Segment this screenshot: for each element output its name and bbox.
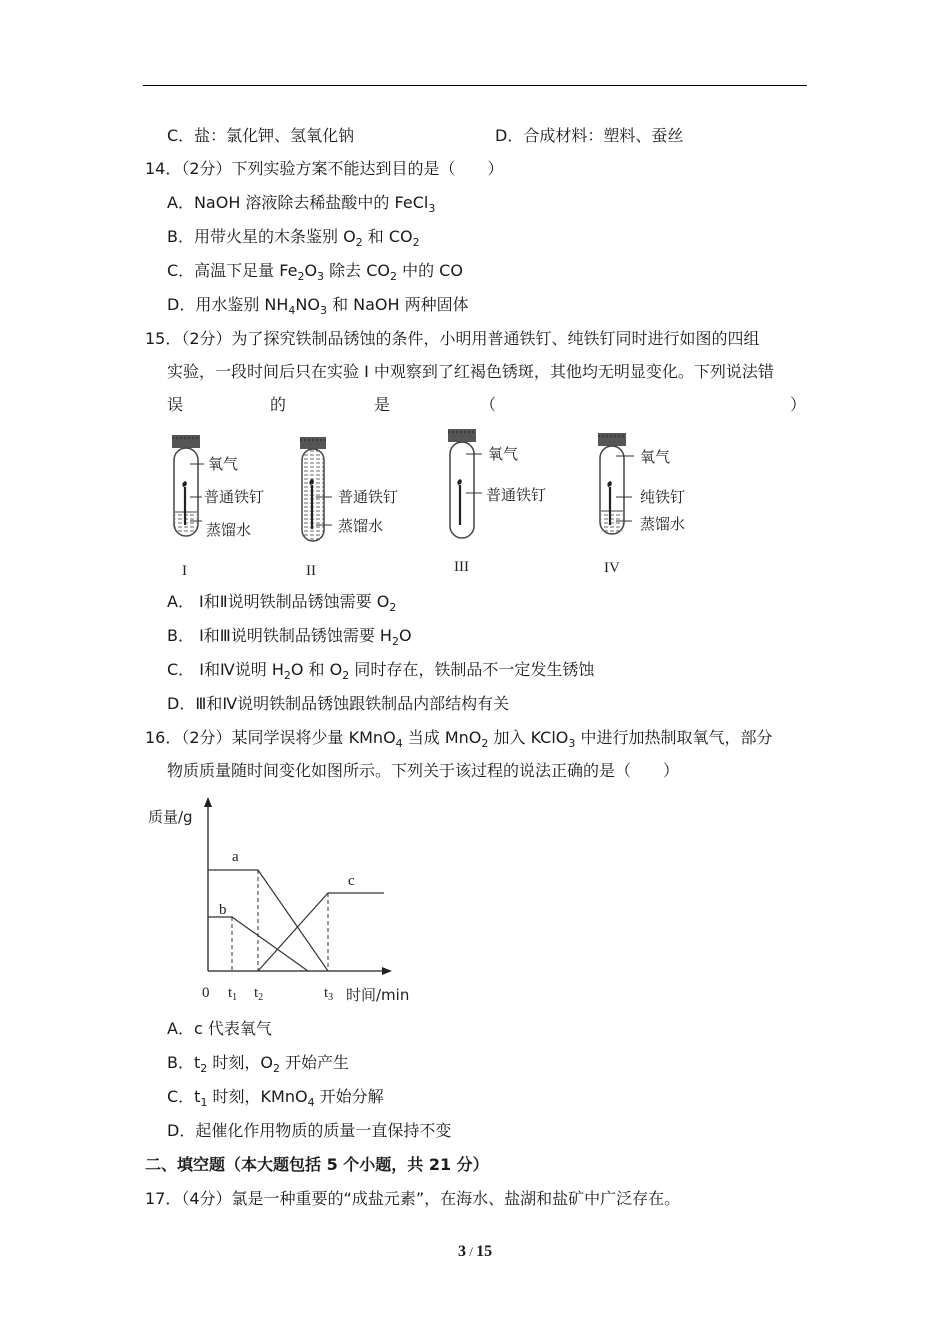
stopper-icon <box>300 437 326 449</box>
q16-mass-time-chart <box>140 795 430 1010</box>
x-axis-arrow-icon <box>382 967 392 975</box>
tube-1 <box>172 435 264 579</box>
chart-xlabel: 时间/min <box>346 986 410 1004</box>
tube-1-label-oxygen: 氧气 <box>208 455 239 473</box>
stopper-icon <box>598 433 626 446</box>
q16-option-d: D．起催化作用物质的质量一直保持不变 <box>167 1121 452 1140</box>
q15-stem-line2: 实验，一段时间后只在实验 I 中观察到了红褐色锈斑，其他均无明显变化。下列说法错 <box>167 362 774 381</box>
q14-option-d: D．用水鉴别 $NH_4NO_3$ 和 NaOH 两种固体 <box>167 295 469 317</box>
q15-stem-word-5: ） <box>790 395 807 414</box>
tube-4 <box>598 433 685 576</box>
q15-option-d: D．Ⅲ和Ⅳ说明铁制品锈蚀跟铁制品内部结构有关 <box>167 694 510 713</box>
q15-option-b: B． Ⅰ和Ⅲ说明铁制品锈蚀需要 $H_2O$ <box>167 626 412 648</box>
page-number: 3 / 15 <box>457 1243 493 1260</box>
q17-stem: 17．（4分）氯是一种重要的“成盐元素”，在海水、盐湖和盐矿中广泛存在。 <box>145 1189 681 1208</box>
header-rule <box>143 85 807 86</box>
q14-option-c: C．高温下足量 $Fe_2O_3$ 除去 $CO_2$ 中的 CO <box>167 261 463 283</box>
tick-origin: 0 <box>202 985 210 1001</box>
series-c-line <box>258 893 384 971</box>
q15-stem-word-1: 误 <box>167 395 184 414</box>
tick-t1: $t_1$ <box>228 985 238 1003</box>
series-a-label: a <box>232 849 239 865</box>
tube-1-label-nail: 普通铁钉 <box>204 488 265 506</box>
tube-2 <box>300 437 398 579</box>
tube-3 <box>448 429 546 575</box>
q13-option-c: C．盐：氯化钾、氢氧化钠 <box>167 126 355 145</box>
q15-stem-word-2: 的 <box>270 395 287 414</box>
series-b-label: b <box>219 902 227 918</box>
q15-option-c: C． Ⅰ和Ⅳ说明 $H_2O$ 和 $O_2$ 同时存在，铁制品不一定发生锈蚀 <box>167 660 595 682</box>
tube-2-label-nail: 普通铁钉 <box>338 488 399 506</box>
tick-t3: $t_3$ <box>324 985 334 1003</box>
q16-option-b: B．$t_2$ 时刻，$O_2$ 开始产生 <box>167 1053 350 1075</box>
q13-option-d: D．合成材料：塑料、蚕丝 <box>495 126 684 145</box>
tick-t2: $t_2$ <box>254 985 264 1003</box>
chart-ylabel: 质量/g <box>148 808 193 826</box>
tube-4-label-water: 蒸馏水 <box>640 515 686 533</box>
tube-1-label-water: 蒸馏水 <box>206 521 252 539</box>
y-axis-arrow-icon <box>204 797 212 807</box>
tube-4-label-oxygen: 氧气 <box>640 448 671 466</box>
tube-3-numeral: III <box>454 559 469 575</box>
tube-1-numeral: I <box>182 563 187 579</box>
q15-test-tube-figure <box>160 425 720 585</box>
stopper-icon <box>448 429 476 442</box>
q15-stem-word-4: （ <box>480 395 497 414</box>
q14-option-b: B．用带火星的木条鉴别 $O_2$ 和 $CO_2$ <box>167 227 420 249</box>
tube-2-numeral: II <box>306 563 316 579</box>
q15-option-a: A． Ⅰ和Ⅱ说明铁制品锈蚀需要 $O_2$ <box>167 592 397 614</box>
q15-stem-word-3: 是 <box>374 395 391 414</box>
series-c-label: c <box>348 873 355 889</box>
tube-4-label-nail: 纯铁钉 <box>640 488 686 506</box>
tube-3-label-nail: 普通铁钉 <box>486 486 547 504</box>
section-heading: 二、填空题（本大题包括 5 个小题，共 21 分） <box>145 1155 489 1174</box>
tube-3-label-oxygen: 氧气 <box>488 445 519 463</box>
q16-stem-line1: 16．（2分）某同学误将少量 KMnO$_4$ 当成 MnO$_2$ 加入 KClO$_3$ 中进行加热制取氧气，部分 <box>145 728 773 750</box>
tube-2-label-water: 蒸馏水 <box>338 517 384 535</box>
series-a-line <box>208 870 328 971</box>
q16-option-a: A．c 代表氧气 <box>167 1019 272 1038</box>
stopper-icon <box>172 435 200 448</box>
tube-4-numeral: IV <box>604 560 620 576</box>
q16-stem-line2: 物质质量随时间变化如图所示。下列关于该过程的说法正确的是（ ） <box>167 761 680 780</box>
q14-option-a: A．NaOH 溶液除去稀盐酸中的 FeCl$_3$ <box>167 193 436 215</box>
q16-option-c: C．$t_1$ 时刻，KMnO$_4$ 开始分解 <box>167 1087 384 1109</box>
q15-stem-line1: 15．（2分）为了探究铁制品锈蚀的条件，小明用普通铁钉、纯铁钉同时进行如图的四组 <box>145 329 760 348</box>
q14-stem: 14．（2分）下列实验方案不能达到目的是（ ） <box>145 159 504 178</box>
